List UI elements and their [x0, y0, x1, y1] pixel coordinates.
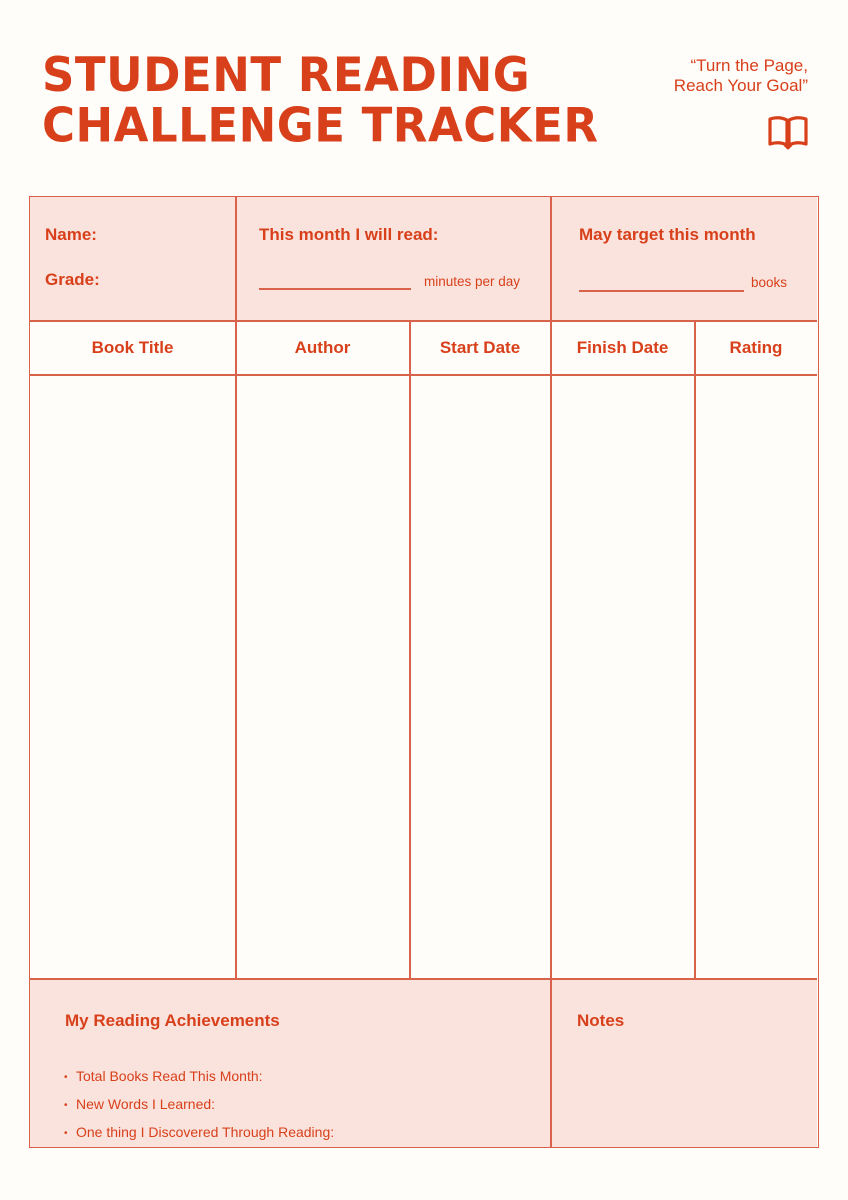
column-header-author: Author [294, 338, 351, 357]
achievements-title: My Reading Achievements [65, 1011, 280, 1030]
name-label: Name: [45, 225, 97, 244]
divider [409, 320, 411, 979]
tracker-form [29, 196, 819, 1148]
list-item: • Total Books Read This Month: [64, 1063, 334, 1091]
bullet-icon: • [64, 1072, 68, 1083]
divider [235, 197, 237, 979]
bullet-icon: • [64, 1100, 68, 1111]
minutes-input-line[interactable] [259, 288, 411, 290]
bullet-icon: • [64, 1128, 68, 1139]
column-header-finish-date: Finish Date [576, 338, 669, 357]
title-line-2: CHALLENGE TRACKER [42, 97, 599, 153]
title-line-1: STUDENT READING [42, 46, 531, 103]
list-item: • One thing I Discovered Through Reading: [64, 1119, 334, 1147]
motto-quote [674, 56, 808, 96]
column-header-rating: Rating [729, 338, 783, 357]
page-title [42, 46, 642, 153]
books-unit-label: books [751, 275, 788, 290]
grade-label: Grade: [45, 270, 100, 289]
achievements-list [64, 1063, 334, 1147]
month-read-label: This month I will read: [259, 225, 439, 244]
quote-line-1: “Turn the Page, [690, 56, 808, 75]
divider [30, 978, 817, 980]
open-book-icon [767, 114, 809, 150]
column-header-book-title: Book Title [91, 338, 174, 357]
list-item: • New Words I Learned: [64, 1091, 334, 1119]
minutes-unit-label: minutes per day [424, 274, 521, 289]
target-label: May target this month [579, 225, 756, 244]
books-input-line[interactable] [579, 290, 744, 292]
column-header-start-date: Start Date [439, 338, 521, 357]
info-row [30, 197, 817, 320]
notes-title: Notes [577, 1011, 625, 1030]
quote-line-2: Reach Your Goal” [673, 76, 808, 95]
divider [694, 320, 696, 979]
